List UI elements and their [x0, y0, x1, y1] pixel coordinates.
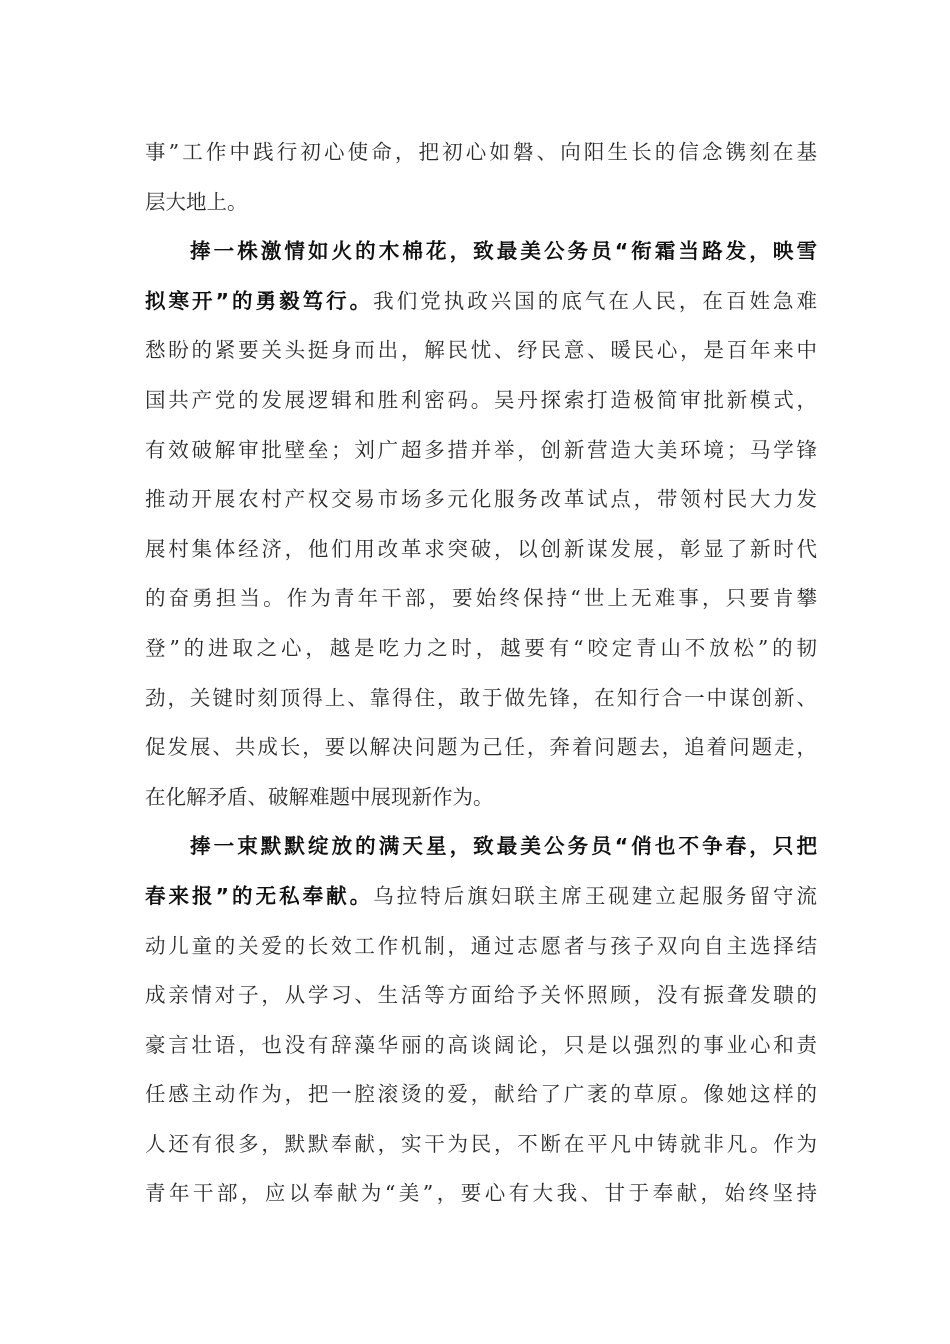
- text-line: [145, 1070, 817, 1120]
- text-line: [145, 277, 817, 327]
- body-text: 青年干部，应以奉献为“美”，要心有大我、甘于奉献，始终坚持: [145, 1181, 817, 1206]
- text-line: [145, 525, 817, 575]
- text-line: [145, 475, 817, 525]
- text-line: [145, 822, 817, 872]
- text-line: [145, 574, 817, 624]
- text-line: [145, 426, 817, 476]
- bold-heading-text: 捧一束默默绽放的满天星，致最美公务员“俏也不争春，只把: [190, 834, 817, 859]
- body-text: 我们党执政兴国的底气在人民，在百姓急难: [373, 288, 818, 313]
- text-line: [145, 624, 817, 674]
- body-text: 愁盼的紧要关头挺身而出，解民忧、纾民意、暖民心，是百年来中: [145, 338, 817, 363]
- text-line: [145, 227, 817, 277]
- text-line: [145, 971, 817, 1021]
- text-line: [145, 178, 817, 228]
- bold-heading-text: 春来报”的无私奉献。: [145, 883, 374, 908]
- text-line: [145, 773, 817, 823]
- body-text: 层大地上。: [145, 189, 248, 214]
- text-line: [145, 1120, 817, 1170]
- body-text: 人还有很多，默默奉献，实干为民，不断在平凡中铸就非凡。作为: [145, 1131, 817, 1156]
- body-text: 劲，关键时刻顶得上、靠得住，敢于做先锋，在知行合一中谋创新、: [145, 685, 817, 710]
- text-line: [145, 326, 817, 376]
- body-text: 事”工作中践行初心使命，把初心如磐、向阳生长的信念镌刻在基: [145, 140, 817, 164]
- text-line: [145, 674, 817, 724]
- body-text: 成亲情对子，从学习、生活等方面给予关怀照顾，没有振聋发聩的: [145, 983, 817, 1008]
- document-body: [145, 128, 817, 1219]
- body-text: 促发展、共成长，要以解决问题为己任，奔着问题去，追着问题走，: [145, 735, 817, 760]
- body-text: 展村集体经济，他们用改革求突破，以创新谋发展，彰显了新时代: [145, 536, 817, 561]
- bold-heading-text: 拟寒开”的勇毅笃行。: [145, 288, 374, 313]
- text-line: [145, 922, 817, 972]
- body-text: 登”的进取之心，越是吃力之时，越要有“咬定青山不放松”的韧: [145, 635, 817, 660]
- body-text: 豪言壮语，也没有辞藻华丽的高谈阔论，只是以强烈的事业心和责: [145, 1032, 817, 1057]
- text-line: [145, 1021, 817, 1071]
- text-line: [145, 723, 817, 773]
- body-text: 任感主动作为，把一腔滚烫的爱，献给了广袤的草原。像她这样的: [145, 1082, 817, 1107]
- text-line: [145, 128, 817, 178]
- text-line: [145, 376, 817, 426]
- body-text: 国共产党的发展逻辑和胜利密码。吴丹探索打造极简审批新模式，: [145, 387, 817, 412]
- body-text: 在化解矛盾、破解难题中展现新作为。: [145, 784, 494, 809]
- body-text: 动儿童的关爱的长效工作机制，通过志愿者与孩子双向自主选择结: [145, 933, 817, 958]
- text-line: [145, 1169, 817, 1219]
- body-text: 有效破解审批壁垒；刘广超多措并举，创新营造大美环境；马学锋: [145, 437, 817, 462]
- body-text: 的奋勇担当。作为青年干部，要始终保持“世上无难事，只要肯攀: [145, 586, 817, 611]
- text-line: [145, 872, 817, 922]
- body-text: 乌拉特后旗妇联主席王砚建立起服务留守流: [373, 883, 818, 908]
- bold-heading-text: 捧一株激情如火的木棉花，致最美公务员“衔霜当路发，映雪: [190, 239, 817, 264]
- body-text: 推动开展农村产权交易市场多元化服务改革试点，带领村民大力发: [145, 487, 817, 512]
